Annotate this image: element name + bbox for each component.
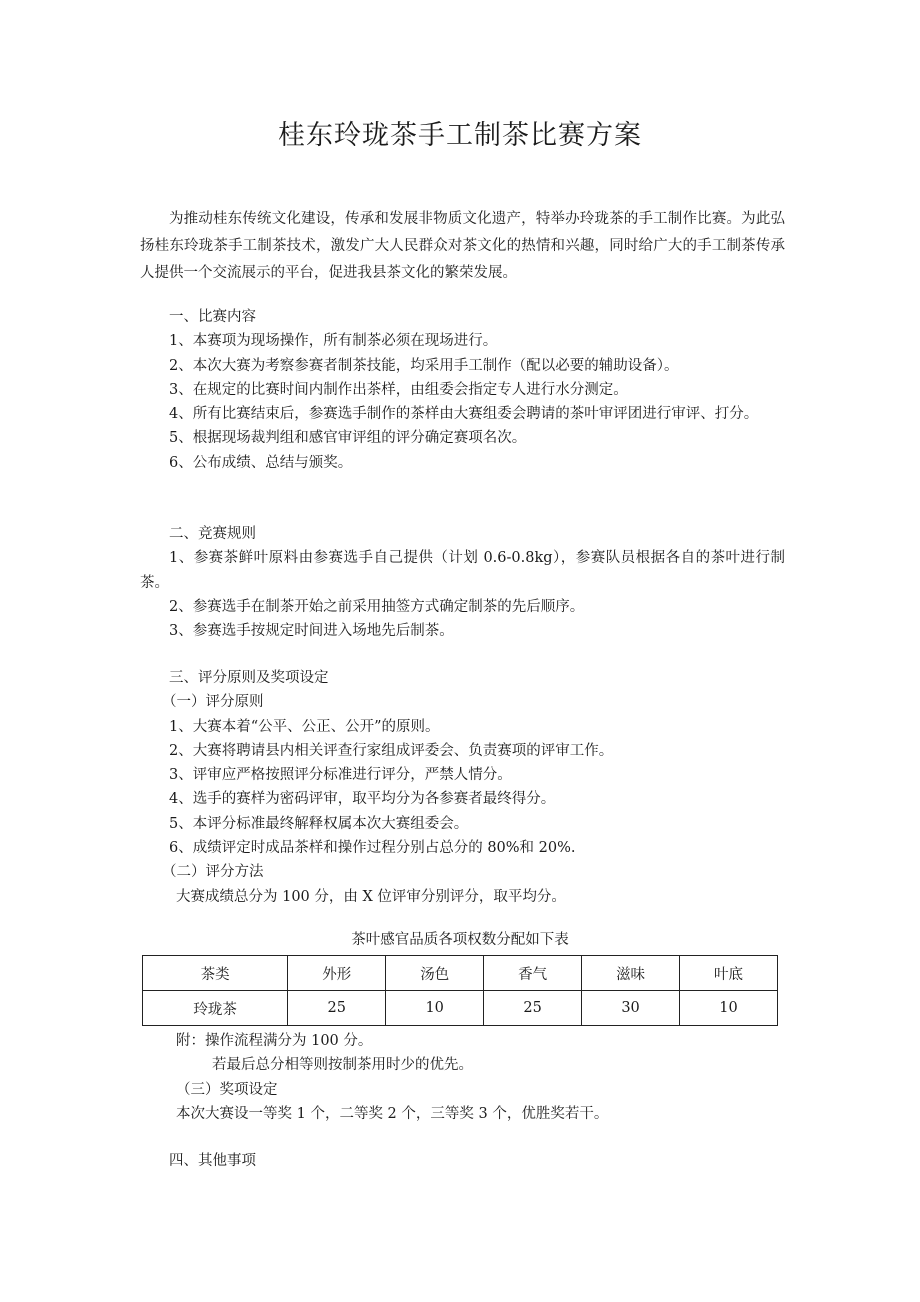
section1-item: 3、在规定的比赛时间内制作出茶样，由组委会指定专人进行水分测定。 — [169, 381, 628, 398]
table-cell: 25 — [288, 991, 386, 1026]
section3-item: 2、大赛将聘请县内相关评查行家组成评委会、负责赛项的评审工作。 — [169, 742, 614, 759]
table-header-cell: 叶底 — [680, 956, 778, 991]
table-header-cell: 茶类 — [143, 956, 288, 991]
section4-heading: 四、其他事项 — [169, 1153, 256, 1169]
section2-item: 1、参赛茶鲜叶原料由参赛选手自己提供（计划 0.6-0.8kg），参赛队员根据各自的茶叶进行制茶。 — [140, 550, 785, 591]
section3-heading: 三、评分原则及奖项设定 — [169, 670, 329, 686]
table-header-cell: 香气 — [484, 956, 582, 991]
section1-item: 5、根据现场裁判组和感官审评组的评分确定赛项名次。 — [169, 430, 527, 447]
section3-sub2: （二）评分方法 — [162, 864, 264, 881]
section1-item: 1、本赛项为现场操作，所有制茶必须在现场进行。 — [169, 333, 498, 350]
table-header-row — [143, 956, 778, 991]
section1-item: 6、公布成绩、总结与颁奖。 — [169, 454, 353, 471]
table-cell: 10 — [680, 991, 778, 1026]
table-cell: 玲珑茶 — [143, 991, 288, 1026]
table-cell: 30 — [582, 991, 680, 1026]
table-header-cell: 外形 — [288, 956, 386, 991]
table-caption: 茶叶感官品质各项权数分配如下表 — [351, 932, 569, 948]
table-header-cell: 汤色 — [386, 956, 484, 991]
score-weight-table — [142, 955, 778, 1026]
note-operation: 附：操作流程满分为 100 分。 — [176, 1033, 373, 1049]
awards-text: 本次大赛设一等奖 1 个，二等奖 2 个，三等奖 3 个，优胜奖若干。 — [176, 1105, 609, 1122]
section2-item: 3、参赛选手按规定时间进入场地先后制茶。 — [169, 623, 454, 640]
intro-paragraph: 为推动桂东传统文化建设，传承和发展非物质文化遗产，特举办玲珑茶的手工制作比赛。为此弘扬桂东玲珑茶手工制茶技术，激发广大人民群众对茶文化的热情和兴趣，同时给广大的手工制茶传承人提供一个交流展示的平台，促进我县茶文化的繁荣发展。 — [140, 211, 785, 281]
scoring-method: 大赛成绩总分为 100 分，由 X 位评审分别评分，取平均分。 — [176, 888, 566, 905]
section1-item: 4、所有比赛结束后，参赛选手制作的茶样由大赛组委会聘请的茶叶审评团进行审评、打分。 — [169, 406, 759, 423]
section3-sub3: （三）奖项设定 — [176, 1081, 278, 1098]
section3-item: 1、大赛本着“公平、公正、公开”的原则。 — [169, 718, 440, 735]
section3-item: 5、本评分标准最终解释权属本次大赛组委会。 — [169, 815, 469, 832]
note-tiebreak: 若最后总分相等则按制茶用时少的优先。 — [212, 1057, 473, 1074]
section-content — [140, 305, 785, 475]
table-cell: 10 — [386, 991, 484, 1026]
section1-item: 2、本次大赛为考察参赛者制茶技能，均采用手工制作（配以必要的辅助设备）。 — [169, 357, 679, 374]
section2-item: 2、参赛选手在制茶开始之前采用抽签方式确定制茶的先后顺序。 — [169, 598, 585, 615]
section3-sub1: （一）评分原则 — [162, 694, 264, 711]
table-cell: 25 — [484, 991, 582, 1026]
section-notes — [140, 1029, 785, 1126]
section1-heading: 一、比赛内容 — [169, 309, 256, 325]
section-scoring — [140, 666, 785, 909]
section-other — [140, 1149, 785, 1173]
section3-item: 6、成绩评定时成品茶样和操作过程分别占总分的 80%和 20%. — [169, 840, 576, 857]
table-row — [143, 991, 778, 1026]
section2-heading: 二、竞赛规则 — [169, 526, 256, 542]
table-header-cell: 滋味 — [582, 956, 680, 991]
section-rules — [140, 522, 785, 643]
section3-item: 3、评审应严格按照评分标准进行评分，严禁人情分。 — [169, 767, 512, 784]
section3-item: 4、选手的赛样为密码评审，取平均分为各参赛者最终得分。 — [169, 791, 556, 808]
document-title: 桂东玲珑茶手工制茶比赛方案 — [278, 120, 642, 151]
